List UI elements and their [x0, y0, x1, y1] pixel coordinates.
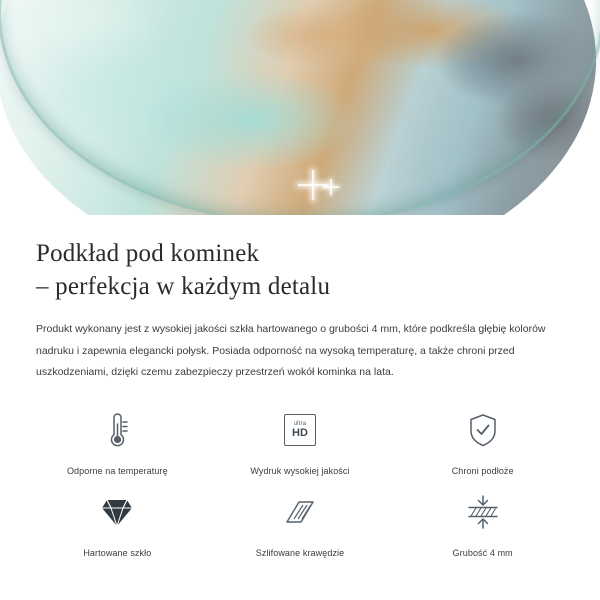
headline-line-2: – perfekcja w każdym detalu	[36, 273, 331, 300]
shield-check-icon	[466, 408, 500, 452]
content-block	[0, 215, 600, 384]
feature-tempered-glass	[26, 490, 209, 558]
feature-label: Chroni podłoże	[451, 465, 514, 476]
polished-edges-icon	[282, 490, 318, 534]
feature-polished-edges	[209, 490, 392, 558]
body-paragraph: Produkt wykonany jest z wysokiej jakości szkła hartowanego o grubości 4 mm, które podkreśla głębię kolorów nadruku i zapewnia elegancki połysk. Posiada odporność na wysoką temperaturę, a także chroni przed uszkodzeniami, dzięki czemu zabezpieczy przestrzeń wokół kominka na lata.	[36, 323, 546, 379]
diamond-icon	[99, 490, 135, 534]
hero-image-artwork	[0, 0, 600, 215]
thickness-arrows-icon	[465, 490, 501, 534]
feature-temperature	[26, 408, 209, 476]
feature-print-quality	[209, 408, 392, 476]
feature-surface-protection	[391, 408, 574, 476]
feature-label: Szlifowane krawędzie	[255, 547, 345, 558]
ultra-hd-badge-top: ultra	[293, 420, 307, 427]
feature-label: Hartowane szkło	[83, 547, 152, 558]
ultra-hd-badge-bottom: HD	[292, 426, 308, 439]
ultra-hd-icon	[284, 408, 316, 452]
thermometer-icon	[100, 408, 134, 452]
headline-line-1: Podkład pod kominek	[36, 240, 260, 267]
feature-thickness	[391, 490, 574, 558]
feature-label: Wydruk wysokiej jakości	[250, 465, 350, 476]
feature-label: Odporne na temperaturę	[66, 465, 168, 476]
feature-label: Grubość 4 mm	[452, 547, 513, 558]
feature-grid	[0, 408, 600, 558]
hero-product-image	[0, 0, 600, 215]
page-title	[36, 237, 564, 303]
